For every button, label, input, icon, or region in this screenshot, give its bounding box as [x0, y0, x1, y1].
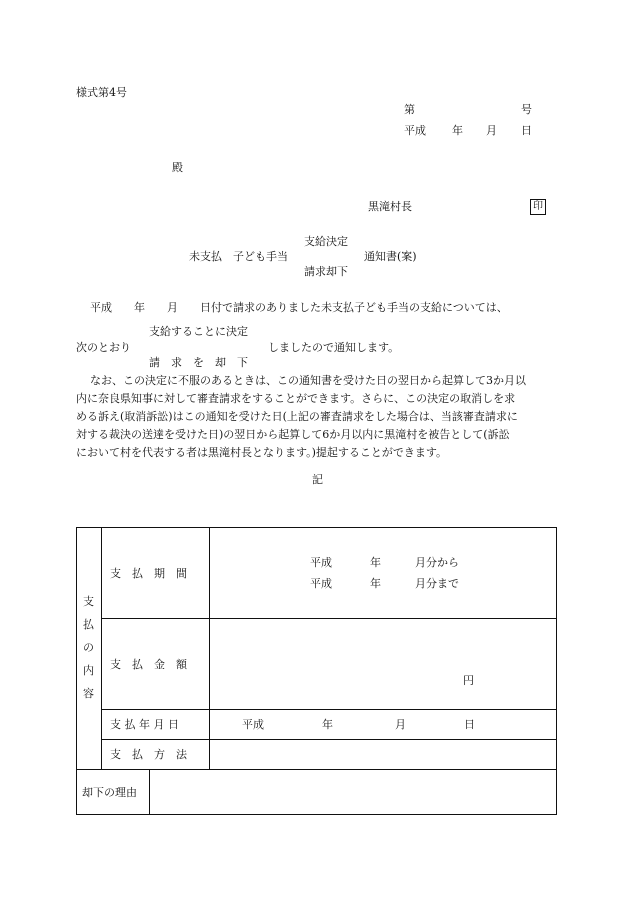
- doc-number-go: 号: [521, 103, 532, 116]
- period-to-year: 年: [370, 577, 381, 590]
- period-label: 支 払 期 間: [110, 567, 187, 580]
- title-option-top: 支給決定: [304, 235, 348, 248]
- notice-line: なお、この決定に不服のあるときは、この通知書を受けた日の翌日から起算して3か月以: [90, 374, 526, 387]
- addressee-suffix: 殿: [172, 161, 183, 174]
- method-label: 支 払 方 法: [110, 748, 187, 761]
- notice-paragraph: [76, 372, 556, 462]
- section-label-char: 支: [83, 595, 94, 608]
- pay-date-day: 日: [464, 718, 475, 731]
- issuer: 黒滝村長: [368, 200, 412, 213]
- date-month: 月: [486, 124, 497, 137]
- notice-line: において村を代表する者は黒滝村長となります。)提起することができます。: [76, 446, 448, 459]
- pay-date-month: 月: [395, 718, 406, 731]
- date-era: 平成: [404, 124, 426, 137]
- body-choice-top: 支給することに決定: [149, 325, 248, 338]
- section-label-char: 容: [83, 687, 94, 700]
- notice-line: める訴え(取消訴訟)はこの通知を受けた日(上記の審査請求をした場合は、当該審査請求に: [76, 410, 518, 423]
- date-year: 年: [452, 124, 463, 137]
- pay-date-era: 平成: [242, 718, 264, 731]
- notice-line: 対する裁決の送達を受けた日)の翌日から起算して6か月以内に黒滝村を被告として(訴訟: [76, 428, 510, 441]
- period-from-era: 平成: [310, 556, 332, 569]
- title-prefix: 未支払 子ども手当: [189, 250, 288, 263]
- period-from-year: 年: [370, 556, 381, 569]
- period-from-suffix: 月分から: [415, 556, 459, 569]
- notice-line: 内に奈良県知事に対して審査請求をすることができます。さらに、この決定の取消しを求: [76, 392, 516, 405]
- doc-number-dai: 第: [404, 103, 415, 116]
- amount-unit: 円: [463, 674, 474, 687]
- ki-mark: 記: [312, 473, 323, 486]
- body-line2-prefix: 次のとおり: [76, 341, 131, 354]
- period-to-suffix: 月分まで: [415, 577, 459, 590]
- title-suffix: 通知書(案): [364, 250, 417, 263]
- period-to-era: 平成: [310, 577, 332, 590]
- reject-reason-label: 却下の理由: [82, 786, 137, 799]
- section-label-char: の: [83, 641, 94, 654]
- body-choice-bottom: 請 求 を 却 下: [149, 356, 248, 369]
- seal-mark: 印: [530, 199, 546, 215]
- date-day: 日: [521, 124, 532, 137]
- body-line2-suffix: しましたので通知します。: [268, 341, 400, 354]
- body-line1: 平成 年 月 日付で請求のありました未支払子ども手当の支給については、: [90, 301, 508, 314]
- section-label-char: 払: [83, 618, 94, 631]
- pay-date-year: 年: [322, 718, 333, 731]
- pay-date-label: 支 払 年 月 日: [110, 718, 179, 731]
- form-number: 様式第4号: [76, 86, 127, 99]
- title-option-bottom: 請求却下: [304, 265, 348, 278]
- amount-label: 支 払 金 額: [110, 658, 187, 671]
- section-label-char: 内: [83, 664, 94, 677]
